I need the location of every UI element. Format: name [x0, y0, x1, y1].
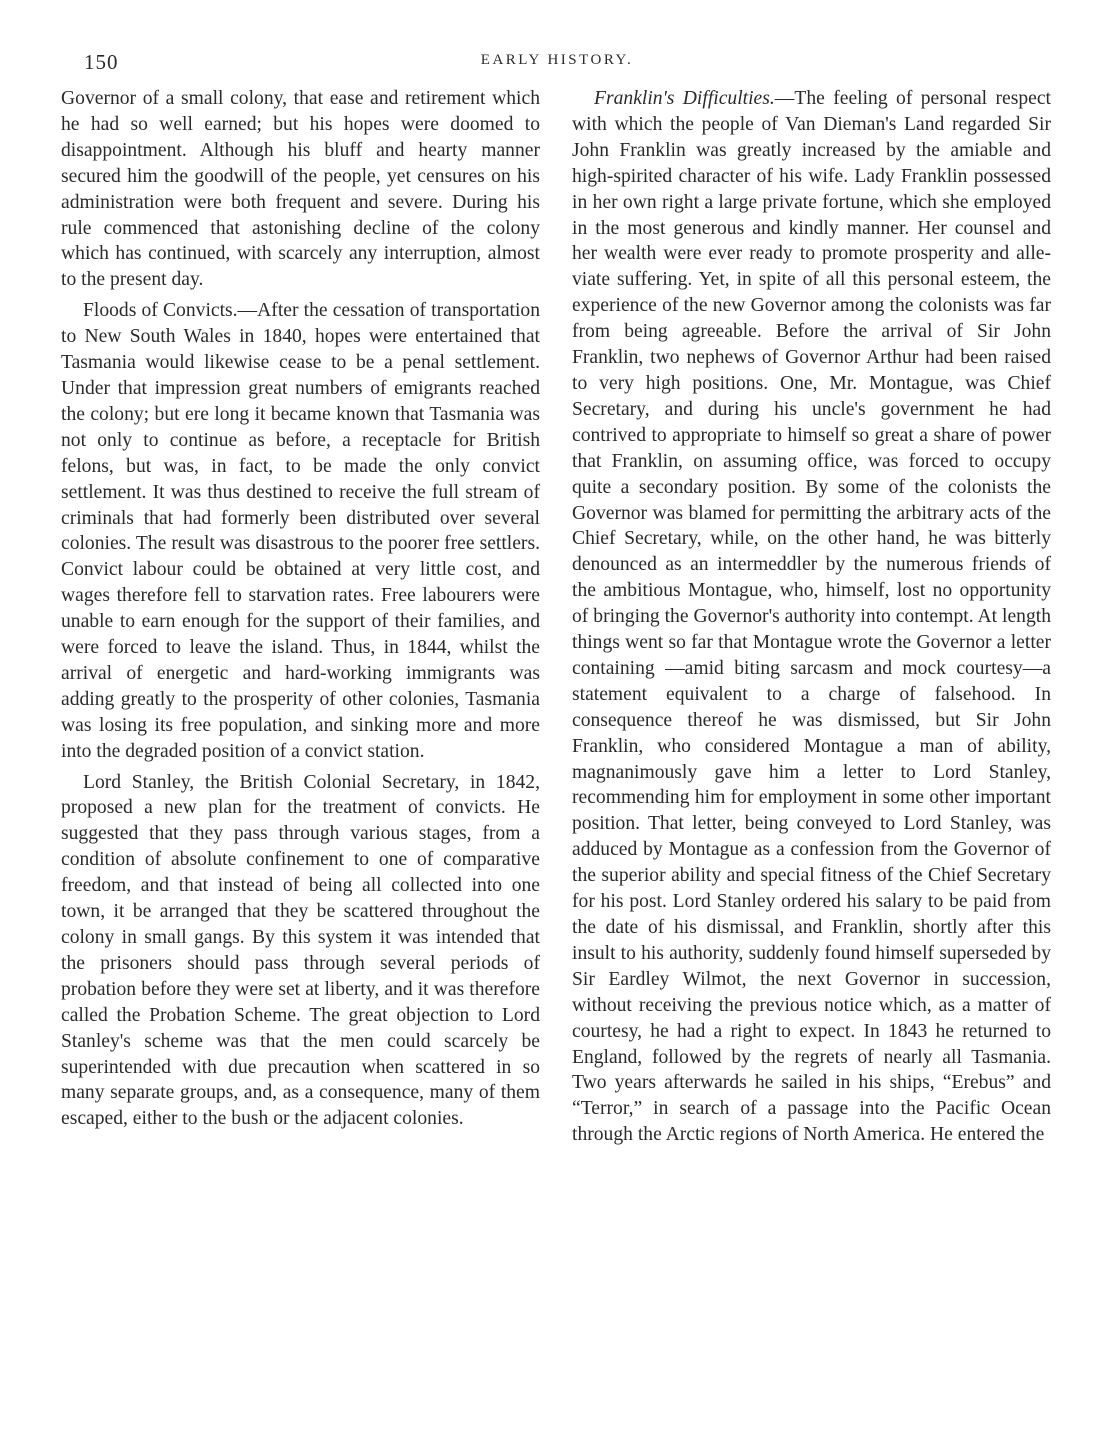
paragraph-lord-stanley: Lord Stanley, the British Colonial Secretary, in 1842, proposed a new plan for the treatment of convicts. He suggested that they pass through various stages, from a condition of absolute confinement to one of comparative freedom, and that instead of being all collected into one town, it be arranged that they be scattered throughout the colony in small gangs. By this system it was intended that the prisoners should pass through several periods of probation before they were set at liberty, and it was therefore called the Probation Scheme. The great objection to Lord Stanley's scheme was that the men could scarcely be superintended with due precaution when scattered in so many separate groups, and, as a consequence, many of them escaped, either to the bush or the adjacent colonies. [61, 771, 540, 1130]
right-column [572, 86, 1051, 1148]
page-number: 150 [84, 50, 119, 74]
paragraph-body: —The feeling of personal respect with which the people of Van Dieman's Land regarded Sir John Franklin was greatly increased by the amiable and high-spirited character of his wife. Lady Franklin possessed in her own right a large private fortune, which she employed in the most generous and kindly manner. Her counsel and her wealth were ever ready to promote prosperity and alleviate suffering. Yet, in spite of all this personal esteem, the experience of the new Governor among the colonists was far from being agreeable. Before the arrival of Sir John Franklin, two nephews of Governor Arthur had been raised to very high positions. One, Mr. Montague, was Chief Secretary, and during his uncle's government he had contrived to appropriate to himself so great a share of power that Franklin, on assuming office, was forced to occupy quite a secondary position. By some of the colonists the Governor was blamed for permitting the arbitrary acts of the Chief Secretary, while, on the other hand, he was bitterly denounced as an intermeddler by the numerous friends of the ambitious Montague, who, himself, lost no opportunity of bringing the Governor's authority into contempt. At length things went so far that Montague wrote the Governor a letter containing —amid biting sarcasm and mock courtesy—a statement equivalent to a charge of falsehood. In consequence thereof he was dismissed, but Sir John Franklin, who considered Montague a man of ability, magnanimously gave him a letter to Lord Stanley, recommending him for employment in some other important position. That letter, being conveyed to Lord Stanley, was adduced by Montague as a confession from the Governor of the superior ability and special fitness of the Chief Secretary for his post. Lord Stanley ordered his salary to be paid from the date of his dismissal, and Franklin, shortly after this insult to his authority, suddenly found himself superseded by Sir Eardley Wilmot, the next Governor in succession, without receiving the previous notice which, as a matter of courtesy, he had a right to expect. In 1843 he returned to England, followed by the regrets of nearly all Tasmania. Two years afterwards he sailed in his ships, “Erebus” and “Terror,” in search of a passage into the Pacific Ocean through the Arctic regions of North America. He entered the [572, 88, 1051, 1146]
paragraph: Governor of a small colony, that ease and retirement which he had so well earned; but his hopes were doomed to disappointment. Although his bluff and hearty manner secured him the goodwill of the people, yet censures on his administration were both frequent and severe. During his rule commenced that astonishing decline of the colony which has continued, with scarcely any interruption, almost to the present day. [61, 88, 540, 291]
paragraph-franklins-difficulties [572, 86, 1051, 1148]
section-heading: Franklin's Difficulties. [594, 88, 775, 109]
paragraph-floods-of-convicts: Floods of Convicts.—After the cessation of transportation to New South Wales in 1840, hopes were entertained that Tasmania would likewise cease to be a penal settlement. Under that impression great numbers of emigrants reached the colony; but ere long it became known that Tasmania was not only to continue as before, a receptacle for British felons, but was, in fact, to be made the only convict settlement. It was thus destined to receive the full stream of criminals that had formerly been distributed over several colonies. The result was disastrous to the poorer free settlers. Convict labour could be obtained at very little cost, and wages therefore fell to starvation rates. Free labourers were unable to earn enough for the support of their families, and were forced to leave the island. Thus, in 1844, whilst the arrival of energetic and hard-working immigrants was adding greatly to the prosperity of other colonies, Tasmania was losing its free population, and sinking more and more into the degraded position of a convict station. [61, 300, 540, 762]
running-head: EARLY HISTORY. [480, 52, 634, 68]
left-column [61, 86, 540, 1132]
